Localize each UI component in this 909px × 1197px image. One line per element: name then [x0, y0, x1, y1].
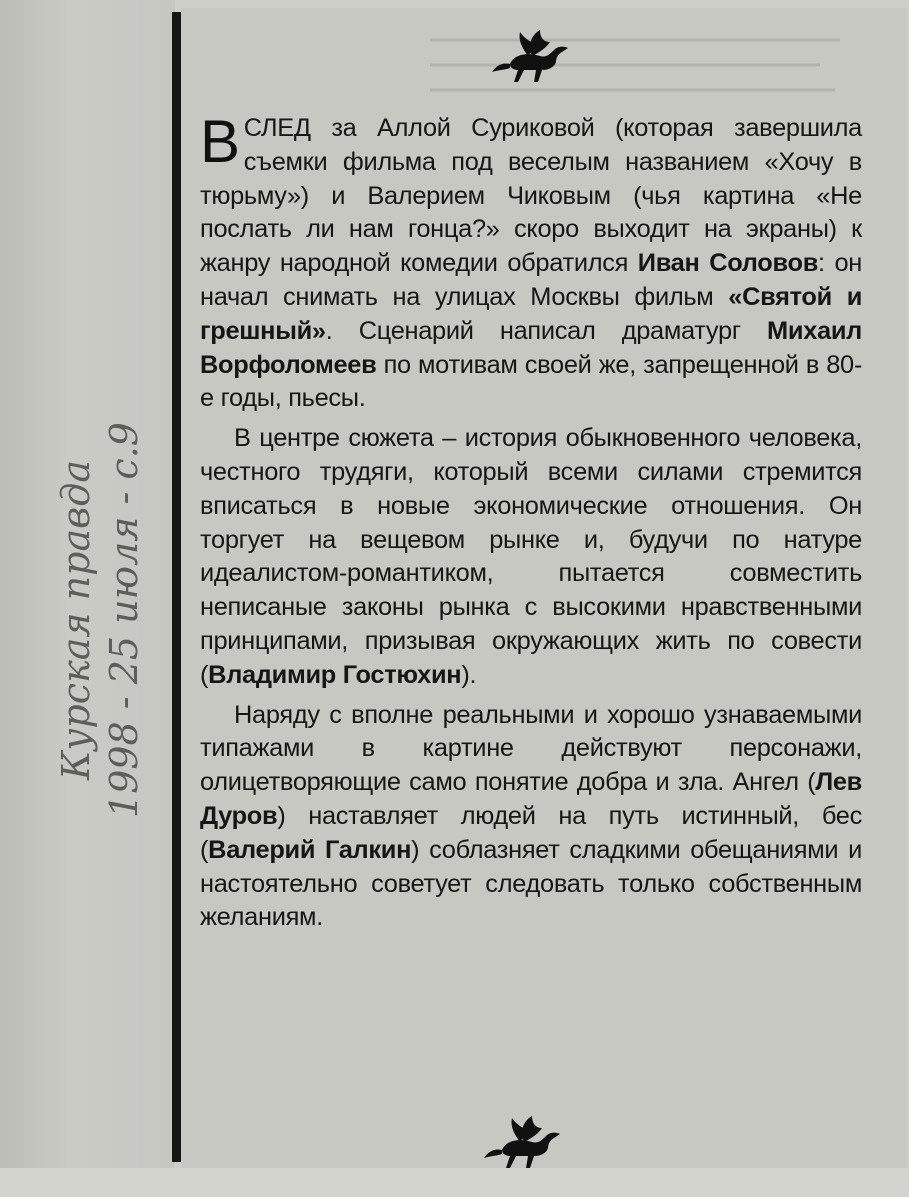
handwritten-line-1: Курская правда	[54, 460, 98, 780]
article-paragraph-2	[200, 422, 862, 692]
bleed-through-text	[420, 20, 850, 110]
person-name-or-title: Валерий Галкин	[208, 835, 412, 864]
person-name-or-title: «Святой и грешный»	[200, 282, 863, 345]
text-run: : он начал снимать на улицах Москвы фильм	[200, 249, 862, 311]
article-paragraph-1	[200, 108, 863, 416]
text-run: по мотивам своей же, запрещенной в 80-е годы, пьесы.	[200, 350, 862, 413]
text-run: ) наставляет людей на путь истинный, бес (	[200, 801, 862, 864]
person-name-or-title: Михаил Ворфоломеев	[200, 316, 862, 379]
column-rule	[172, 12, 181, 1162]
article-paragraph-3	[200, 699, 862, 936]
article-body	[200, 108, 863, 935]
text-run: СЛЕД за Аллой Суриковой (которая завершила съемки фильма под веселым названием «Хочу в тюрьму») и Валерием Чиковым (чья картина «Не послать ли нам гонца?» скоро выходит на экраны) к жанру народной комедии обратился	[200, 114, 862, 278]
handwritten-line-2: 1998 - 25 июля - с.9	[102, 422, 146, 818]
person-name-or-title: Лев Дуров	[200, 768, 862, 830]
scan-bottom-edge	[0, 1168, 909, 1197]
person-name-or-title: Иван Соловов	[637, 249, 819, 278]
drop-cap: В	[200, 108, 240, 175]
text-run: ) соблазняет сладкими обещаниями и настоятельно советует следовать только собственным желаниям.	[200, 835, 862, 932]
text-run: . Сценарий написал драматург	[325, 316, 768, 345]
pegasus-emblem-icon	[480, 1110, 568, 1176]
person-name-or-title: Владимир Гостюхин	[208, 660, 462, 689]
text-run: ).	[461, 660, 477, 689]
text-run: Наряду с вполне реальными и хорошо узнаваемыми типажами в картине действуют персонажи, олицетворяющие само понятие добра и зла. Ангел (	[200, 700, 862, 797]
text-run: В центре сюжета – история обыкновенного человека, честного трудяги, который всеми силами стремится вписаться в новые экономические отношения. Он торгует на вещевом рынке и, будучи по натуре идеалистом-романтиком, пытается совместить неписаные законы рынка с высокими нравственными принципами, призывая окружающих жить по совести (	[200, 424, 862, 689]
pegasus-emblem-icon	[488, 24, 576, 90]
handwritten-note	[52, 422, 148, 818]
